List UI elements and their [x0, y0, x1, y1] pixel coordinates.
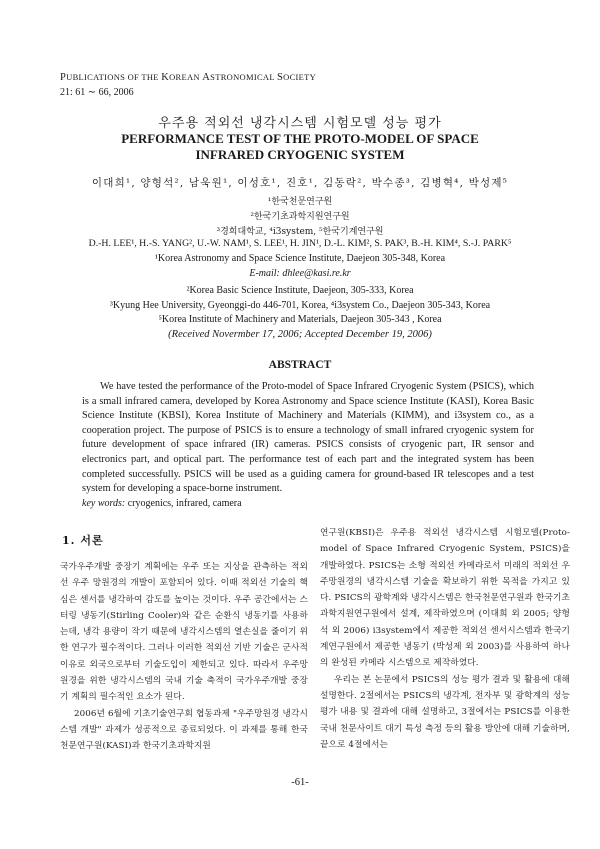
section-1-heading: 1. 서론 [62, 534, 104, 547]
author-email: E-mail: dhlee@kasi.re.kr [249, 268, 351, 279]
right-paragraph-1: 연구원(KBSI)은 우주용 적외선 냉각시스템 시험모델(Proto-model of Space Infrared Cryogenic System, PSICS)을 개발하였다. PSICS는 소형 적외선 카메라로서 미래의 적외선 우주망원경의 냉각시스템 기술을 확보하기 위한 목적을 가지고 있다. PSICS의 광학계와 냉각시스템은 한국천문연구원과 한국기초과학지원연구원에서 설계, 제작하였으며 (이대희 외 2005; 양형석 외 2006) i3system에서 제공한 적외선 센서시스템과 한국기계연구원에서 제공한 냉동기 (박성제 외 2003)를 사용하여 하나의 완성된 카메라 시스템으로 제작하였다. [320, 528, 570, 669]
abstract-body: We have tested the performance of the Proto-model of Space Infrared Cryogenic System (PSICS), which is a small infrared camera, developed by Korea Astronomy and Space science Institute (KASI), Korea Basic Science Institute (KBSI), Korea Institute of Machinery and Materials (KIMM), and i3system co., as a cooperation project. The purpose of PSICS is to ensure a technology of small infrared cryogenic system for future development of space infrared (IR) cameras. PSICS consists of cryogenic part, IR sensor and electronics part, and optical part. The performance test of each part and the integrated system has been completed successfully. PSICS will be used as a guiding camera for ground-based IR telescopes and a test system for developing a space-borne instrument. [82, 381, 534, 495]
title-korean: 우주용 적외선 냉각시스템 시험모델 성능 평가 [158, 116, 442, 131]
affiliation-korean-1: ¹한국천문연구원 [267, 197, 333, 207]
right-column [320, 525, 570, 753]
received-dates: (Received Novermber 17, 2006; Accepted December 19, 2006) [168, 329, 432, 340]
affiliation-korean-3: ³경희대학교, ⁴i3system, ⁵한국기계연구원 [216, 227, 384, 237]
affiliation-korean-2: ²한국기초과학지원연구원 [250, 212, 350, 222]
keywords-label: key words: [82, 498, 126, 509]
affiliation-english-2: ²Korea Basic Science Institute, Daejeon, 305-333, Korea [186, 285, 414, 296]
affiliation-english-1: ¹Korea Astronomy and Space Science Institute, Daejeon 305-348, Korea [154, 253, 446, 264]
abstract-heading: ABSTRACT [268, 359, 332, 371]
affiliation-english-4: ⁵Korea Institute of Machinery and Materials, Daejeon 305-343 , Korea [158, 314, 442, 325]
authors-english: D.-H. LEE¹, H.-S. YANG², U.-W. NAM¹, S. LEE¹, H. JIN¹, D.-L. KIM², S. PAK³, B.-H. KIM⁴, S.-J. PARK⁵ [88, 238, 512, 249]
keywords-list: cryogenics, infrared, camera [125, 498, 242, 509]
title-english-line1: PERFORMANCE TEST OF THE PROTO-MODEL OF SPACE [121, 131, 479, 146]
left-paragraph-1: 국가우주개발 중장기 계획에는 우주 또는 지상을 관측하는 적외선 우주 망원경의 개발이 포함되어 있다. 이때 적외선 기술의 핵심은 센서를 냉각하여 감도를 높이는 것이다. 우주 공간에서는 스터링 냉동기(Stirling Cooler)와 같은 순환식 냉동기를 사용하는데, 냉각 용량이 작기 때문에 냉각시스템의 열손실을 줄이기 위한 연구가 필수적이다. 그러나 이러한 적외선 기반 기술은 군사적 이유로 외국으로부터 기술도입이 제한되고 있다. 따라서 우주망원경을 위한 냉각시스템의 국내 기술 축적이 국가우주개발 중장기 계획의 필수적인 요소가 된다. [60, 562, 308, 703]
affiliation-english-3: ³Kyung Hee University, Gyeonggi-do 446-701, Korea, ⁴i3system Co., Daejeon 305-343, Korea [109, 300, 491, 311]
volume-info: 21: 61 ∼ 66, 2006 [60, 87, 134, 98]
left-paragraph-2: 2006년 6월에 기초기술연구회 협동과제 "우주망원경 냉각시스템 개발" 과제가 성공적으로 종료되었다. 이 과제를 통해 한국천문연구원(KASI)과 한국기초과학지원 [60, 708, 308, 752]
keywords [82, 498, 242, 509]
journal-name: PUBLICATIONS OF THE KOREAN ASTRONOMICAL SOCIETY [60, 72, 317, 83]
authors-korean: 이대희¹, 양형석², 남욱원¹, 이성호¹, 진호¹, 김동락², 박수종³, 김병혁⁴, 박성제⁵ [91, 177, 509, 189]
right-paragraph-2: 우리는 본 논문에서 PSICS의 성능 평가 결과 및 활용에 대해 설명한다. 2절에서는 PSICS의 냉각계, 전자부 및 광학계의 성능 평가 내용 및 결과에 대해 설명하고, 3절에서는 PSICS를 이용한 국내 천문사이트 대기 특성 측정 등의 활용 방안에 대해 기술하며, 끝으로 4절에서는 [320, 674, 570, 750]
left-column [60, 549, 308, 755]
title-english-line2: INFRARED CRYOGENIC SYSTEM [195, 147, 405, 162]
page-number: -61- [291, 777, 309, 788]
